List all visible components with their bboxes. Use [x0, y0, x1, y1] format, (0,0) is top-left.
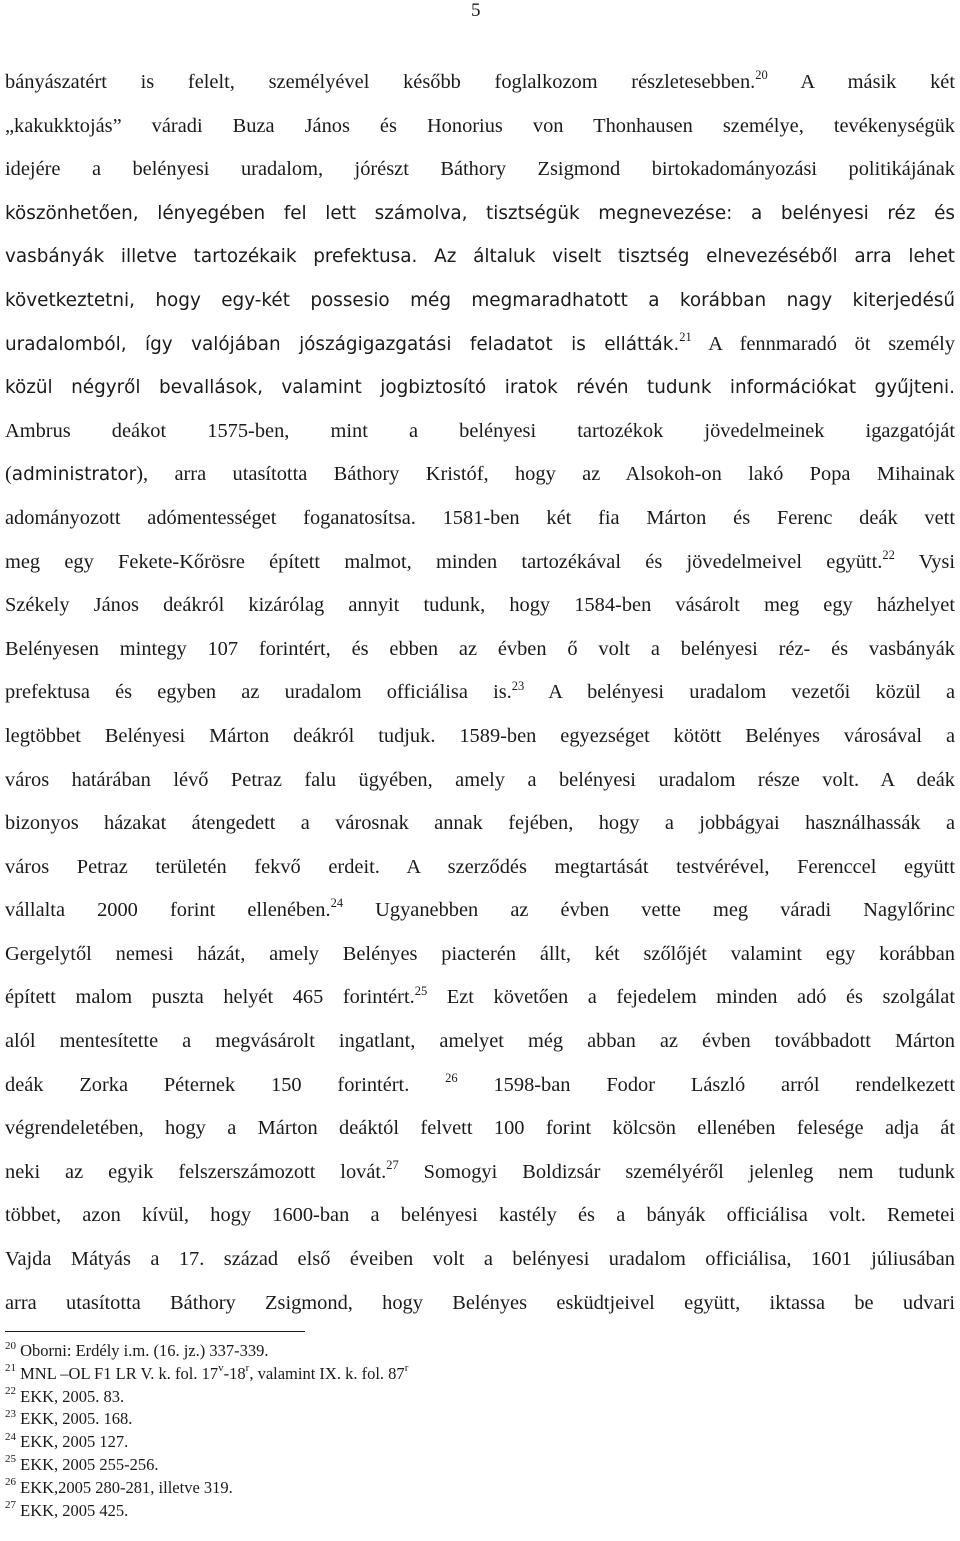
text-run: Ezt követően a fejedelem minden adó és szolgálat — [427, 986, 956, 1009]
text-line — [5, 933, 955, 977]
footnote-number: 20 — [5, 1339, 16, 1352]
page-number: 5 — [471, 0, 481, 21]
text-run: uradalomból, így valójában jószágigazgatási feladatot is ellátták. — [5, 333, 680, 355]
body-text — [5, 61, 955, 1325]
text-run: város határában lévő Petraz falu ügyében, amely a belényesi uradalom része volt. A deák — [5, 768, 955, 791]
footnote-text: , valamint IX. k. fol. 87 — [249, 1363, 405, 1383]
footnote-number: 23 — [5, 1407, 16, 1420]
footnote-text: EKK, 2005. 168. — [16, 1409, 133, 1429]
text-line — [5, 584, 955, 628]
text-run: prefektusa és egyben az uradalom officiálisa is. — [5, 681, 512, 704]
text-line — [5, 846, 955, 890]
footnote-reference: 22 — [882, 547, 895, 562]
footnote-text: EKK, 2005 425. — [16, 1500, 129, 1520]
text-run: deák Zorka Péternek 150 forintért. — [5, 1073, 446, 1096]
footnote-separator — [5, 1331, 305, 1332]
text-line — [5, 541, 955, 585]
text-line — [5, 976, 955, 1020]
text-run: meg egy Fekete-Kőrösre épített malmot, minden tartozékával és jövedelmeivel együtt. — [5, 550, 883, 573]
text-run: többet, azon kívül, hogy 1600-ban a belényesi kastély és a bányák officiálisa volt. Remetei — [5, 1204, 955, 1227]
footnote-text: EKK, 2005. 83. — [16, 1386, 125, 1406]
text-run: Székely János deákról kizárólag annyit tudunk, hogy 1584-ben vásárolt meg egy házhelyet — [5, 594, 955, 617]
folio-mark: v — [218, 1362, 224, 1375]
text-line — [5, 410, 955, 454]
footnote-reference: 21 — [679, 329, 692, 344]
text-run: Somogyi Boldizsár személyéről jelenleg nem tudunk — [398, 1160, 955, 1183]
footnote-reference: 27 — [386, 1158, 399, 1173]
text-run: bizonyos házakat átengedett a városnak annak fejében, hogy a jobbágyai használhassák a — [5, 812, 955, 835]
text-run: Ugyanebben az évben vette meg váradi Nagylőrinc — [343, 899, 955, 922]
text-line — [5, 1107, 955, 1151]
text-line — [5, 323, 955, 367]
footnote-number: 25 — [5, 1453, 16, 1466]
text-run: idejére a belényesi uradalom, jórészt Báthory Zsigmond birtokadományozási politikájának — [5, 158, 955, 181]
text-run: Gergelytől nemesi házát, amely Belényes piacterén állt, két szőlőjét valamint egy korábban — [5, 942, 955, 965]
text-line — [5, 1238, 955, 1282]
text-run: épített malom puszta helyét 465 forintért. — [5, 986, 415, 1009]
text-run: vasbányák illetve tartozékaik prefektusa. — [5, 246, 418, 268]
text-run: ), arra utasította Báthory Kristóf, hogy az Alsokoh-on lakó Popa Mihainak — [136, 463, 955, 486]
footnote-reference: 23 — [511, 678, 525, 693]
text-run: neki az egyik felszerszámozott lovát. — [5, 1160, 387, 1183]
text-line — [5, 192, 955, 236]
text-run: Az általuk viselt tisztség elnevezéséből arra lehet — [417, 246, 955, 268]
text-line — [5, 497, 955, 541]
footnote — [5, 1454, 945, 1477]
footnote-number: 26 — [5, 1476, 16, 1489]
text-line — [5, 889, 955, 933]
text-run: vállalta 2000 forint ellenében. — [5, 899, 331, 922]
footnote-reference: 26 — [445, 1070, 458, 1085]
footnote-text: -18 — [223, 1363, 246, 1383]
footnotes — [5, 1340, 945, 1522]
footnote-reference: 24 — [330, 896, 344, 911]
text-run: Vysi — [894, 550, 955, 573]
text-line — [5, 759, 955, 803]
text-run: legtöbbet Belényesi Márton deákról tudjuk. 1589-ben egyezséget kötött Belényes városával a — [5, 724, 955, 747]
footnote — [5, 1477, 945, 1500]
text-line — [5, 671, 955, 715]
footnote-number: 22 — [5, 1385, 16, 1398]
text-run: köszönhetően, lényegében fel lett számolva, tisztségük megnevezése: a belényesi réz és — [5, 202, 955, 224]
text-line — [5, 61, 955, 105]
text-run: adományozott adómentességet foganatosítsa. 1581-ben két fia Márton és Ferenc deák vett — [5, 506, 955, 529]
text-run: arra utasította Báthory Zsigmond, hogy Belényes esküdtjeivel együtt, iktassa be udvari — [5, 1291, 955, 1314]
text-run: bányászatért is felelt, személyével később foglalkozom részletesebben. — [5, 71, 756, 93]
text-line — [5, 1020, 955, 1064]
text-line — [5, 1151, 955, 1195]
text-line — [5, 235, 955, 279]
text-run: Ambrus deákot 1575-ben, mint a belényesi tartozékok jövedelmeinek igazgatóját — [5, 419, 955, 442]
footnote-reference: 20 — [755, 68, 768, 83]
text-line — [5, 715, 955, 759]
text-run: következtetni, hogy egy-két possesio még megmaradhatott a korábban nagy kiterjedésű — [5, 289, 955, 311]
footnote-number: 21 — [5, 1362, 16, 1375]
text-run: A fennmaradó öt személy — [691, 332, 955, 355]
text-run: A másik két — [767, 71, 955, 93]
text-line — [5, 366, 955, 410]
text-run: közül négyről bevallások, valamint jogbiztosító iratok révén tudunk információkat gyűjteni. — [5, 377, 955, 399]
folio-mark: r — [245, 1362, 250, 1375]
footnote-text: EKK,2005 280-281, illetve 319. — [16, 1477, 233, 1497]
text-run: A belényesi uradalom vezetői közül a — [524, 681, 955, 704]
footnote-text: Oborni: Erdély i.m. (16. jz.) 337-339. — [16, 1341, 269, 1360]
text-run: 1598-ban Fodor László arról rendelkezett — [457, 1073, 955, 1096]
footnote — [5, 1408, 945, 1431]
text-run: Vajda Mátyás a 17. század első éveiben volt a belényesi uradalom officiálisa, 1601 júliusában — [5, 1248, 955, 1271]
text-line — [5, 279, 955, 323]
text-run: alól mentesítette a megvásárolt ingatlant, amelyet még abban az évben továbbadott Márton — [5, 1030, 955, 1053]
footnote — [5, 1500, 945, 1523]
footnote-reference: 25 — [414, 983, 428, 998]
footnote-number: 24 — [5, 1430, 16, 1443]
footnote-text: EKK, 2005 127. — [16, 1432, 129, 1452]
text-line — [5, 148, 955, 192]
footnote — [5, 1431, 945, 1454]
text-line — [5, 105, 955, 149]
text-line — [5, 1194, 955, 1238]
text-run: „kakukktojás” váradi Buza János és Honorius von Thonhausen személye, tevékenységük — [5, 114, 955, 137]
footnote — [5, 1340, 945, 1363]
text-line — [5, 453, 955, 497]
text-run: város Petraz területén fekvő erdeit. A szerződés megtartását testvérével, Ferenccel együtt — [5, 855, 955, 878]
text-run: végrendeletében, hogy a Márton deáktól felvett 100 forint kölcsön ellenében felesége adja át — [5, 1117, 955, 1140]
text-line — [5, 628, 955, 672]
folio-mark: r — [404, 1362, 409, 1375]
footnote-text: MNL –OL F1 LR V. k. fol. 17 — [16, 1363, 219, 1383]
footnote — [5, 1363, 945, 1386]
footnote-text: EKK, 2005 255-256. — [16, 1454, 159, 1474]
text-run: Belényesen mintegy 107 forintért, és ebben az évben ő volt a belényesi réz- és vasbányák — [5, 637, 955, 660]
text-run: administrator — [11, 464, 137, 486]
footnote — [5, 1386, 945, 1409]
text-line — [5, 1282, 955, 1326]
text-run: ( — [5, 463, 12, 486]
text-line — [5, 1064, 955, 1108]
text-line — [5, 802, 955, 846]
footnote-number: 27 — [5, 1499, 16, 1512]
